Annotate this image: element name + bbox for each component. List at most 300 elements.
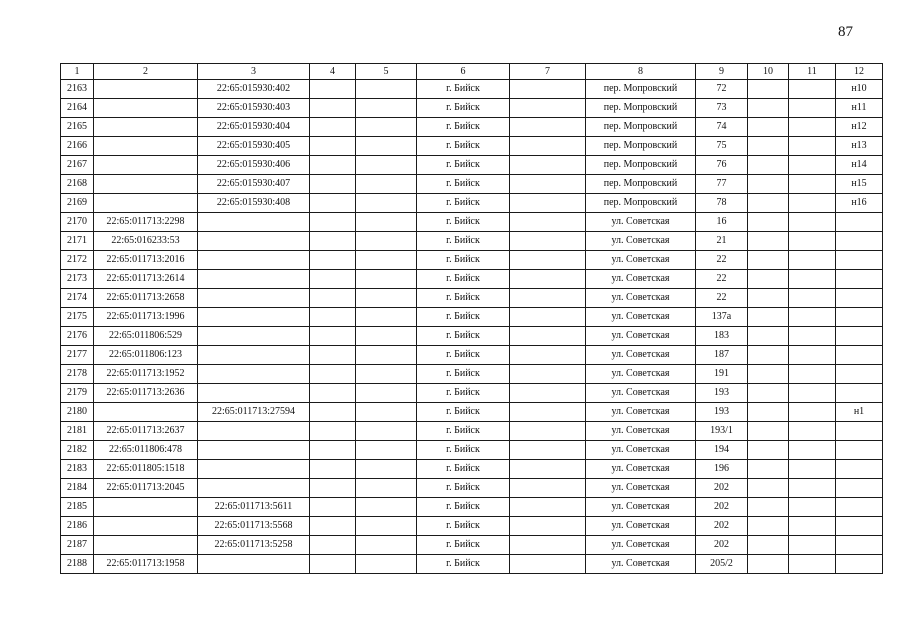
table-cell-col-7 xyxy=(510,384,586,403)
table-cell-col-4 xyxy=(310,118,356,137)
table-cell-col-9: 78 xyxy=(696,194,748,213)
registry-table xyxy=(60,63,883,574)
column-header-4: 4 xyxy=(310,64,356,80)
table-cell-col-8: ул. Советская xyxy=(586,308,696,327)
table-cell-col-7 xyxy=(510,232,586,251)
table-cell-col-3: 22:65:011713:27594 xyxy=(198,403,310,422)
table-cell-col-2: 22:65:011713:2658 xyxy=(94,289,198,308)
table-cell-col-1: 2175 xyxy=(61,308,94,327)
table-cell-col-9: 202 xyxy=(696,498,748,517)
table-cell-col-7 xyxy=(510,555,586,574)
table-cell-col-4 xyxy=(310,232,356,251)
table-cell-col-2 xyxy=(94,118,198,137)
table-cell-col-10 xyxy=(748,479,789,498)
table-cell-col-4 xyxy=(310,213,356,232)
table-cell-col-9: 194 xyxy=(696,441,748,460)
table-cell-col-8: ул. Советская xyxy=(586,270,696,289)
table-cell-col-12 xyxy=(836,251,883,270)
table-cell-col-3 xyxy=(198,270,310,289)
table-row xyxy=(61,80,883,99)
table-cell-col-3: 22:65:011713:5611 xyxy=(198,498,310,517)
table-cell-col-12 xyxy=(836,308,883,327)
table-cell-col-2: 22:65:011713:2637 xyxy=(94,422,198,441)
table-cell-col-3 xyxy=(198,232,310,251)
table-cell-col-4 xyxy=(310,441,356,460)
table-cell-col-3 xyxy=(198,441,310,460)
table-body xyxy=(61,80,883,574)
table-cell-col-5 xyxy=(356,175,417,194)
table-cell-col-6: г. Бийск xyxy=(417,441,510,460)
table-cell-col-11 xyxy=(789,517,836,536)
table-cell-col-10 xyxy=(748,517,789,536)
table-cell-col-7 xyxy=(510,346,586,365)
table-cell-col-5 xyxy=(356,384,417,403)
table-cell-col-4 xyxy=(310,194,356,213)
table-cell-col-8: ул. Советская xyxy=(586,517,696,536)
table-cell-col-7 xyxy=(510,536,586,555)
table-cell-col-11 xyxy=(789,156,836,175)
table-cell-col-11 xyxy=(789,175,836,194)
table-cell-col-4 xyxy=(310,99,356,118)
table-row xyxy=(61,498,883,517)
table-cell-col-2: 22:65:011713:2045 xyxy=(94,479,198,498)
table-cell-col-7 xyxy=(510,517,586,536)
column-header-10: 10 xyxy=(748,64,789,80)
table-cell-col-5 xyxy=(356,460,417,479)
table-cell-col-10 xyxy=(748,536,789,555)
table-cell-col-2: 22:65:011806:478 xyxy=(94,441,198,460)
table-cell-col-1: 2172 xyxy=(61,251,94,270)
table-cell-col-1: 2186 xyxy=(61,517,94,536)
table-cell-col-9: 22 xyxy=(696,289,748,308)
table-cell-col-6: г. Бийск xyxy=(417,460,510,479)
table-cell-col-6: г. Бийск xyxy=(417,80,510,99)
table-cell-col-4 xyxy=(310,289,356,308)
table-cell-col-6: г. Бийск xyxy=(417,194,510,213)
table-cell-col-4 xyxy=(310,403,356,422)
table-cell-col-1: 2166 xyxy=(61,137,94,156)
table-cell-col-11 xyxy=(789,422,836,441)
table-row xyxy=(61,479,883,498)
table-cell-col-12 xyxy=(836,289,883,308)
table-cell-col-1: 2176 xyxy=(61,327,94,346)
table-cell-col-5 xyxy=(356,327,417,346)
table-cell-col-11 xyxy=(789,80,836,99)
table-cell-col-1: 2177 xyxy=(61,346,94,365)
table-cell-col-8: пер. Мопровский xyxy=(586,118,696,137)
table-cell-col-6: г. Бийск xyxy=(417,403,510,422)
table-cell-col-7 xyxy=(510,137,586,156)
table-cell-col-5 xyxy=(356,270,417,289)
table-cell-col-1: 2178 xyxy=(61,365,94,384)
table-cell-col-8: ул. Советская xyxy=(586,460,696,479)
table-cell-col-3: 22:65:015930:406 xyxy=(198,156,310,175)
table-cell-col-5 xyxy=(356,289,417,308)
table-cell-col-11 xyxy=(789,194,836,213)
table-cell-col-2: 22:65:011713:2636 xyxy=(94,384,198,403)
table-cell-col-10 xyxy=(748,175,789,194)
table-cell-col-12: н15 xyxy=(836,175,883,194)
table-cell-col-6: г. Бийск xyxy=(417,99,510,118)
table-cell-col-4 xyxy=(310,175,356,194)
table-cell-col-11 xyxy=(789,346,836,365)
table-cell-col-11 xyxy=(789,498,836,517)
table-cell-col-12 xyxy=(836,555,883,574)
table-cell-col-8: ул. Советская xyxy=(586,479,696,498)
table-cell-col-12: н14 xyxy=(836,156,883,175)
table-row xyxy=(61,308,883,327)
table-cell-col-6: г. Бийск xyxy=(417,251,510,270)
table-cell-col-10 xyxy=(748,308,789,327)
table-cell-col-11 xyxy=(789,327,836,346)
table-cell-col-4 xyxy=(310,251,356,270)
table-cell-col-5 xyxy=(356,536,417,555)
table-cell-col-9: 72 xyxy=(696,80,748,99)
table-cell-col-12: н12 xyxy=(836,118,883,137)
table-cell-col-7 xyxy=(510,422,586,441)
table-cell-col-8: ул. Советская xyxy=(586,555,696,574)
table-cell-col-3 xyxy=(198,327,310,346)
table-cell-col-4 xyxy=(310,308,356,327)
table-cell-col-11 xyxy=(789,213,836,232)
table-cell-col-6: г. Бийск xyxy=(417,270,510,289)
table-cell-col-9: 75 xyxy=(696,137,748,156)
table-cell-col-2 xyxy=(94,498,198,517)
table-cell-col-2 xyxy=(94,536,198,555)
table-cell-col-7 xyxy=(510,99,586,118)
table-cell-col-8: ул. Советская xyxy=(586,365,696,384)
table-cell-col-7 xyxy=(510,213,586,232)
table-cell-col-5 xyxy=(356,80,417,99)
table-cell-col-3 xyxy=(198,213,310,232)
table-cell-col-6: г. Бийск xyxy=(417,289,510,308)
table-cell-col-3: 22:65:015930:403 xyxy=(198,99,310,118)
table-cell-col-2 xyxy=(94,517,198,536)
table-cell-col-12 xyxy=(836,536,883,555)
table-cell-col-8: пер. Мопровский xyxy=(586,80,696,99)
table-cell-col-5 xyxy=(356,137,417,156)
table-cell-col-6: г. Бийск xyxy=(417,422,510,441)
table-cell-col-7 xyxy=(510,498,586,517)
table-cell-col-3: 22:65:015930:407 xyxy=(198,175,310,194)
table-cell-col-3: 22:65:011713:5568 xyxy=(198,517,310,536)
table-cell-col-5 xyxy=(356,346,417,365)
table-cell-col-6: г. Бийск xyxy=(417,232,510,251)
table-cell-col-3 xyxy=(198,384,310,403)
table-cell-col-10 xyxy=(748,118,789,137)
table-cell-col-7 xyxy=(510,327,586,346)
table-cell-col-12: н11 xyxy=(836,99,883,118)
table-cell-col-7 xyxy=(510,441,586,460)
table-cell-col-9: 191 xyxy=(696,365,748,384)
table-cell-col-10 xyxy=(748,441,789,460)
table-cell-col-4 xyxy=(310,536,356,555)
table-cell-col-6: г. Бийск xyxy=(417,327,510,346)
table-cell-col-1: 2174 xyxy=(61,289,94,308)
table-cell-col-8: ул. Советская xyxy=(586,213,696,232)
table-row xyxy=(61,365,883,384)
table-cell-col-12 xyxy=(836,346,883,365)
table-cell-col-3 xyxy=(198,555,310,574)
table-cell-col-6: г. Бийск xyxy=(417,479,510,498)
table-cell-col-4 xyxy=(310,498,356,517)
table-cell-col-8: ул. Советская xyxy=(586,327,696,346)
table-cell-col-5 xyxy=(356,498,417,517)
table-cell-col-5 xyxy=(356,308,417,327)
table-cell-col-2: 22:65:011713:1996 xyxy=(94,308,198,327)
table-cell-col-7 xyxy=(510,479,586,498)
table-cell-col-5 xyxy=(356,118,417,137)
table-row xyxy=(61,384,883,403)
table-cell-col-2: 22:65:011713:2614 xyxy=(94,270,198,289)
table-cell-col-4 xyxy=(310,270,356,289)
column-header-1: 1 xyxy=(61,64,94,80)
table-row xyxy=(61,536,883,555)
table-cell-col-1: 2187 xyxy=(61,536,94,555)
table-cell-col-12 xyxy=(836,327,883,346)
table-row xyxy=(61,270,883,289)
table-cell-col-7 xyxy=(510,308,586,327)
table-cell-col-5 xyxy=(356,156,417,175)
table-cell-col-1: 2163 xyxy=(61,80,94,99)
table-cell-col-11 xyxy=(789,536,836,555)
table-cell-col-4 xyxy=(310,422,356,441)
table-cell-col-3: 22:65:015930:404 xyxy=(198,118,310,137)
column-header-6: 6 xyxy=(417,64,510,80)
table-cell-col-7 xyxy=(510,403,586,422)
table-cell-col-1: 2180 xyxy=(61,403,94,422)
table-cell-col-1: 2185 xyxy=(61,498,94,517)
table-row xyxy=(61,156,883,175)
table-cell-col-7 xyxy=(510,251,586,270)
table-cell-col-6: г. Бийск xyxy=(417,308,510,327)
table-cell-col-10 xyxy=(748,365,789,384)
table-row xyxy=(61,555,883,574)
table-cell-col-8: ул. Советская xyxy=(586,384,696,403)
table-cell-col-8: ул. Советская xyxy=(586,346,696,365)
table-cell-col-12 xyxy=(836,479,883,498)
table-cell-col-2: 22:65:011713:2016 xyxy=(94,251,198,270)
table-cell-col-1: 2179 xyxy=(61,384,94,403)
table-cell-col-2 xyxy=(94,175,198,194)
table-row xyxy=(61,403,883,422)
table-cell-col-2: 22:65:011806:529 xyxy=(94,327,198,346)
table-row xyxy=(61,289,883,308)
table-cell-col-5 xyxy=(356,517,417,536)
table-cell-col-12 xyxy=(836,517,883,536)
table-cell-col-6: г. Бийск xyxy=(417,137,510,156)
header-row xyxy=(61,64,883,80)
table-cell-col-11 xyxy=(789,289,836,308)
table-cell-col-7 xyxy=(510,156,586,175)
table-cell-col-12 xyxy=(836,213,883,232)
table-cell-col-12 xyxy=(836,270,883,289)
table-cell-col-10 xyxy=(748,80,789,99)
table-cell-col-9: 183 xyxy=(696,327,748,346)
table-cell-col-10 xyxy=(748,289,789,308)
table-cell-col-7 xyxy=(510,194,586,213)
table-cell-col-11 xyxy=(789,118,836,137)
table-cell-col-6: г. Бийск xyxy=(417,536,510,555)
table-cell-col-9: 74 xyxy=(696,118,748,137)
table-cell-col-9: 73 xyxy=(696,99,748,118)
table-cell-col-8: пер. Мопровский xyxy=(586,99,696,118)
table-cell-col-8: пер. Мопровский xyxy=(586,175,696,194)
table-cell-col-5 xyxy=(356,479,417,498)
table-row xyxy=(61,346,883,365)
table-cell-col-6: г. Бийск xyxy=(417,384,510,403)
table-cell-col-8: ул. Советская xyxy=(586,498,696,517)
table-cell-col-3: 22:65:015930:405 xyxy=(198,137,310,156)
table-cell-col-12: н10 xyxy=(836,80,883,99)
table-cell-col-9: 193/1 xyxy=(696,422,748,441)
table-cell-col-12 xyxy=(836,422,883,441)
table-cell-col-8: пер. Мопровский xyxy=(586,156,696,175)
column-header-2: 2 xyxy=(94,64,198,80)
table-cell-col-7 xyxy=(510,175,586,194)
table-cell-col-9: 22 xyxy=(696,270,748,289)
table-cell-col-9: 196 xyxy=(696,460,748,479)
table-row xyxy=(61,175,883,194)
table-cell-col-4 xyxy=(310,460,356,479)
table-cell-col-11 xyxy=(789,251,836,270)
table-cell-col-1: 2169 xyxy=(61,194,94,213)
table-cell-col-11 xyxy=(789,460,836,479)
table-cell-col-2: 22:65:011806:123 xyxy=(94,346,198,365)
table-cell-col-5 xyxy=(356,403,417,422)
table-cell-col-2: 22:65:011713:1958 xyxy=(94,555,198,574)
table-cell-col-5 xyxy=(356,555,417,574)
table-cell-col-11 xyxy=(789,137,836,156)
table-cell-col-10 xyxy=(748,460,789,479)
table-cell-col-2: 22:65:011805:1518 xyxy=(94,460,198,479)
table-row xyxy=(61,213,883,232)
page-number: 87 xyxy=(838,24,853,40)
column-header-8: 8 xyxy=(586,64,696,80)
table-cell-col-8: ул. Советская xyxy=(586,403,696,422)
table-cell-col-2 xyxy=(94,137,198,156)
table-row xyxy=(61,232,883,251)
table-cell-col-12 xyxy=(836,232,883,251)
table-row xyxy=(61,327,883,346)
table-cell-col-8: пер. Мопровский xyxy=(586,194,696,213)
table-cell-col-5 xyxy=(356,213,417,232)
table-cell-col-5 xyxy=(356,251,417,270)
table-cell-col-5 xyxy=(356,232,417,251)
table-cell-col-9: 205/2 xyxy=(696,555,748,574)
table-cell-col-9: 137а xyxy=(696,308,748,327)
table-cell-col-1: 2181 xyxy=(61,422,94,441)
column-header-3: 3 xyxy=(198,64,310,80)
table-cell-col-11 xyxy=(789,308,836,327)
table-cell-col-8: ул. Советская xyxy=(586,251,696,270)
table-cell-col-2 xyxy=(94,194,198,213)
table-cell-col-9: 21 xyxy=(696,232,748,251)
table-cell-col-2 xyxy=(94,99,198,118)
table-cell-col-2: 22:65:016233:53 xyxy=(94,232,198,251)
table-row xyxy=(61,251,883,270)
table-cell-col-1: 2173 xyxy=(61,270,94,289)
column-header-12: 12 xyxy=(836,64,883,80)
table-cell-col-11 xyxy=(789,384,836,403)
table-cell-col-1: 2183 xyxy=(61,460,94,479)
table-cell-col-8: ул. Советская xyxy=(586,441,696,460)
table-cell-col-2 xyxy=(94,80,198,99)
table-cell-col-1: 2168 xyxy=(61,175,94,194)
table-cell-col-6: г. Бийск xyxy=(417,498,510,517)
table-cell-col-4 xyxy=(310,479,356,498)
table-cell-col-9: 193 xyxy=(696,384,748,403)
table-row xyxy=(61,422,883,441)
table-cell-col-1: 2182 xyxy=(61,441,94,460)
table-cell-col-4 xyxy=(310,156,356,175)
table-cell-col-7 xyxy=(510,289,586,308)
table-cell-col-1: 2167 xyxy=(61,156,94,175)
table-cell-col-10 xyxy=(748,346,789,365)
table-cell-col-10 xyxy=(748,498,789,517)
table-cell-col-5 xyxy=(356,99,417,118)
table-cell-col-10 xyxy=(748,403,789,422)
table-cell-col-11 xyxy=(789,99,836,118)
table-row xyxy=(61,460,883,479)
table-row xyxy=(61,118,883,137)
column-header-5: 5 xyxy=(356,64,417,80)
table-cell-col-1: 2165 xyxy=(61,118,94,137)
table-cell-col-10 xyxy=(748,422,789,441)
table-cell-col-9: 77 xyxy=(696,175,748,194)
table-cell-col-10 xyxy=(748,99,789,118)
table-cell-col-1: 2188 xyxy=(61,555,94,574)
table-cell-col-6: г. Бийск xyxy=(417,555,510,574)
table-cell-col-4 xyxy=(310,517,356,536)
table-cell-col-4 xyxy=(310,365,356,384)
table-cell-col-10 xyxy=(748,327,789,346)
table-cell-col-3 xyxy=(198,289,310,308)
table-cell-col-2 xyxy=(94,156,198,175)
table-cell-col-11 xyxy=(789,441,836,460)
table-cell-col-3 xyxy=(198,460,310,479)
table-cell-col-9: 16 xyxy=(696,213,748,232)
table-cell-col-3 xyxy=(198,479,310,498)
table-cell-col-6: г. Бийск xyxy=(417,213,510,232)
table-cell-col-11 xyxy=(789,365,836,384)
table-cell-col-3 xyxy=(198,422,310,441)
table-cell-col-12 xyxy=(836,365,883,384)
table-cell-col-3 xyxy=(198,251,310,270)
table-cell-col-8: ул. Советская xyxy=(586,289,696,308)
table-cell-col-10 xyxy=(748,251,789,270)
table-cell-col-12: н1 xyxy=(836,403,883,422)
table-cell-col-6: г. Бийск xyxy=(417,175,510,194)
table-cell-col-7 xyxy=(510,80,586,99)
table-cell-col-12 xyxy=(836,441,883,460)
table-cell-col-7 xyxy=(510,460,586,479)
table-cell-col-9: 22 xyxy=(696,251,748,270)
table-cell-col-3: 22:65:015930:402 xyxy=(198,80,310,99)
table-cell-col-9: 76 xyxy=(696,156,748,175)
table-cell-col-1: 2170 xyxy=(61,213,94,232)
table-cell-col-2: 22:65:011713:1952 xyxy=(94,365,198,384)
table-cell-col-8: пер. Мопровский xyxy=(586,137,696,156)
table-cell-col-11 xyxy=(789,232,836,251)
table-cell-col-1: 2164 xyxy=(61,99,94,118)
table-cell-col-5 xyxy=(356,441,417,460)
table-cell-col-10 xyxy=(748,137,789,156)
table-cell-col-4 xyxy=(310,327,356,346)
table-cell-col-6: г. Бийск xyxy=(417,346,510,365)
table-cell-col-5 xyxy=(356,422,417,441)
table-cell-col-12: н13 xyxy=(836,137,883,156)
